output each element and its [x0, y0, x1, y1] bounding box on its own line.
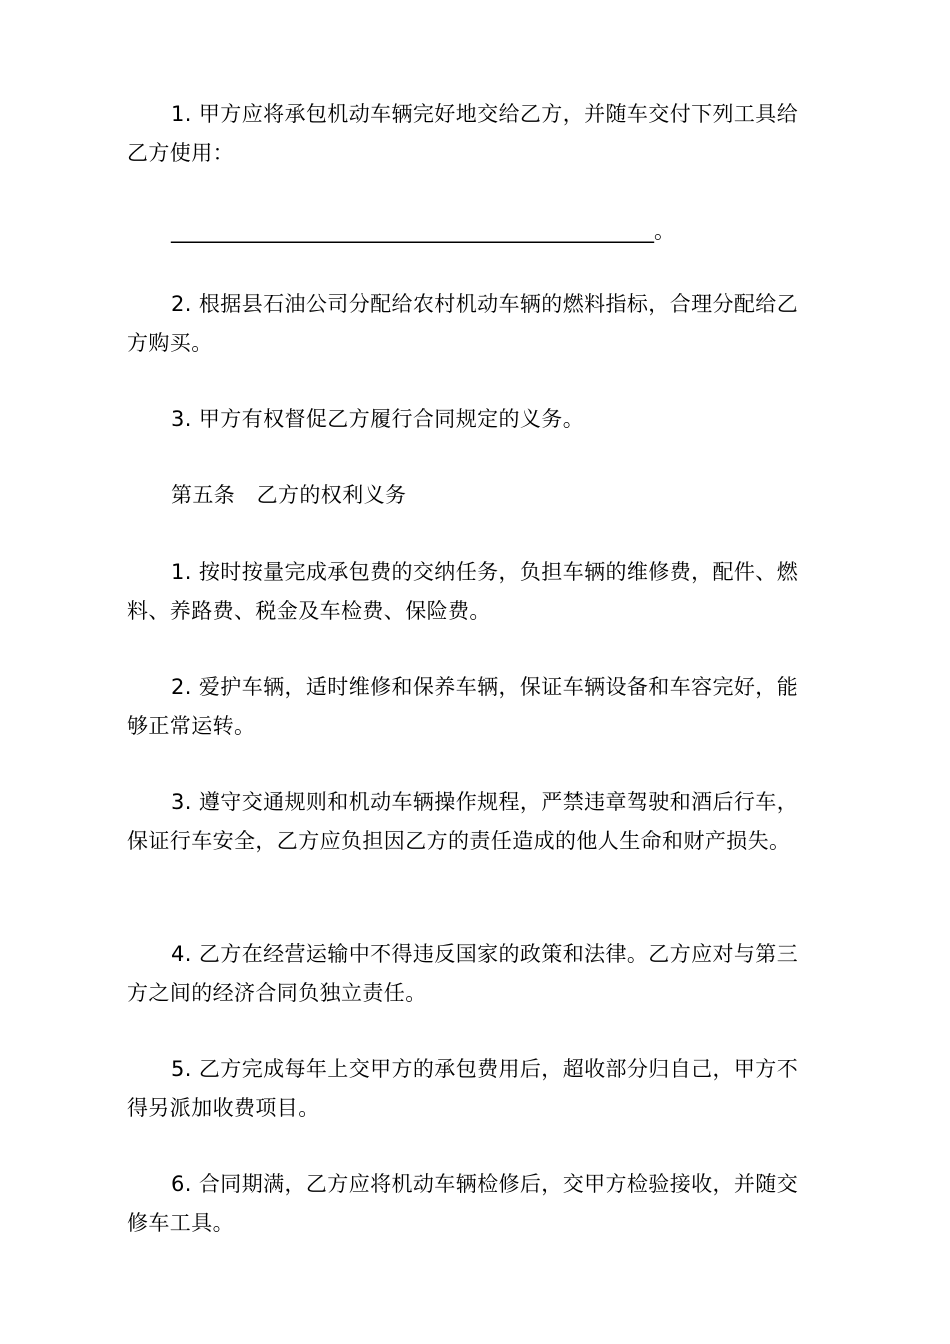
paragraph-party-a-duty-3 [127, 400, 827, 439]
text-line: 3. 甲方有权督促乙方履行合同规定的义务。 [171, 407, 585, 431]
text-line: 2. 爱护车辆，适时维修和保养车辆，保证车辆设备和车容完好，能 [171, 675, 799, 699]
paragraph-party-b-duty-3 [127, 783, 827, 861]
paragraph-party-b-duty-2 [127, 668, 827, 746]
paragraph-party-a-duty-1 [127, 95, 827, 173]
text-line: 2. 根据县石油公司分配给农村机动车辆的燃料指标，合理分配给乙 [171, 292, 799, 316]
text-line: 6. 合同期满，乙方应将机动车辆检修后，交甲方检验接收，并随交 [171, 1172, 799, 1196]
paragraph-party-a-duty-2 [127, 285, 827, 363]
paragraph-party-b-duty-4 [127, 935, 827, 1013]
blank-tool-list-line [127, 212, 827, 251]
text-line: 5. 乙方完成每年上交甲方的承包费用后，超收部分归自己，甲方不 [171, 1057, 799, 1081]
text-line: 保证行车安全，乙方应负担因乙方的责任造成的他人生命和财产损失。 [127, 829, 791, 853]
text-line: 料、养路费、税金及车检费、保险费。 [127, 599, 491, 623]
article-heading-five [127, 476, 827, 515]
paragraph-party-b-duty-6 [127, 1165, 827, 1243]
text-line: 1. 甲方应将承包机动车辆完好地交给乙方，并随车交付下列工具给 [171, 102, 799, 126]
paragraph-party-b-duty-1 [127, 553, 827, 631]
text-line: 乙方使用： [127, 141, 234, 165]
text-line: 方之间的经济合同负独立责任。 [127, 981, 427, 1005]
text-line: 4. 乙方在经营运输中不得违反国家的政策和法律。乙方应对与第三 [171, 942, 799, 966]
text-line: 3. 遵守交通规则和机动车辆操作规程，严禁违章驾驶和酒后行车， [171, 790, 799, 814]
text-line: 方购买。 [127, 331, 213, 355]
text-line: 第五条 乙方的权利义务 [171, 483, 407, 507]
text-line: 够正常运转。 [127, 714, 256, 738]
text-line: ______________________________________________。 [171, 219, 675, 243]
text-line: 1. 按时按量完成承包费的交纳任务，负担车辆的维修费，配件、燃 [171, 560, 799, 584]
text-line: 修车工具。 [127, 1211, 234, 1235]
text-line: 得另派加收费项目。 [127, 1096, 320, 1120]
paragraph-party-b-duty-5 [127, 1050, 827, 1128]
